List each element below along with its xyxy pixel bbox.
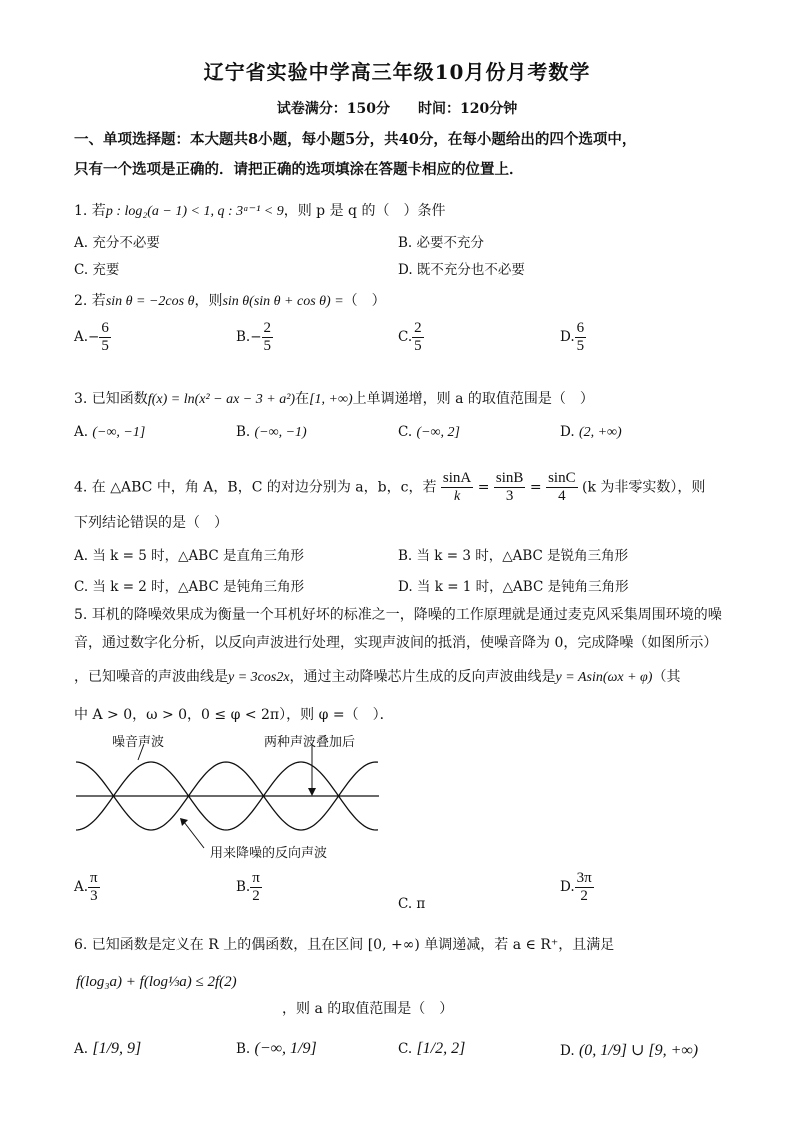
q1-option-c: C. 充要 — [74, 262, 120, 278]
page-title: 辽宁省实验中学高三年级10月份月考数学 — [203, 60, 591, 84]
question-6-line3: ，则 a 的取值范围是（ ） — [282, 1001, 454, 1017]
q5-option-b: B. $\frac{\pi}{2}$ — [236, 870, 260, 904]
q3-option-b: B. (−∞, −1) — [236, 424, 307, 440]
anti-pointer — [184, 822, 204, 848]
question-1: 1. 若p : log₂(a − 1) < 1, q : 3ᵃ⁻¹ < 9，则 p 是 q 的（ ）条件 — [74, 203, 446, 219]
q3-option-a: A. (−∞, −1] — [74, 424, 146, 440]
question-5-line1: 5. 耳机的降噪效果成为衡量一个耳机好坏的标准之一，降噪的工作原理就是通过麦克风采集周围环境的噪 — [74, 607, 722, 623]
q2-option-c: C. $\frac{2}{5}$ — [398, 320, 422, 354]
q5-option-d: D. $\frac{3\pi}{2}$ — [560, 870, 592, 904]
question-5-line2: 音，通过数字化分析，以反向声波进行处理，实现声波间的抵消，使噪音降为 0，完成降噪（如图所示） — [74, 635, 718, 651]
q6-option-c: C. [1/2, 2] — [398, 1040, 466, 1057]
q1-option-b: B. 必要不充分 — [398, 235, 485, 251]
q1-option-a: A. 充分不必要 — [74, 235, 160, 251]
section-heading: 一、单项选择题：本大题共8小题，每小题5分，共40分，在每小题给出的四个选项中， — [74, 131, 637, 148]
q4-prompt-line2: 下列结论错误的是（ ） — [74, 515, 228, 531]
question-5-line3: ，已知噪音的声波曲线是y = 3cos2x，通过主动降噪芯片生成的反向声波曲线是y = Asin(ωx + φ)（其 — [74, 669, 681, 685]
q6-option-d: D. (0, 1/9] ∪ [9, +∞) — [560, 1042, 699, 1059]
q3-option-d: D. (2, +∞) — [560, 424, 622, 440]
question-6-inequality: f(log₃a) + f(log⅓a) ≤ 2f(2) — [76, 974, 237, 990]
question-5-line4: 中 A > 0，ω > 0，0 ≤ φ < 2π），则 φ =（ ）． — [74, 707, 394, 723]
q4-option-b: B. 当 k = 3 时，△ABC 是锐角三角形 — [398, 548, 629, 564]
q3-option-c: C. (−∞, 2] — [398, 424, 460, 440]
sum-arrowhead — [308, 788, 316, 796]
label-noise-wave: 噪音声波 — [112, 735, 165, 750]
question-4: 4. 在 △ABC 中，角 A，B，C 的对边分别为 a，b，c，若 $\frac{\sin A}{k}$ = $\frac{\sin B}{3}$ = $\frac{\sin C}{4}$ (k 为非零实数），则 — [74, 470, 706, 504]
section-instruction: 只有一个选项是正确的．请把正确的选项填涂在答题卡相应的位置上． — [74, 161, 524, 178]
q5-option-c: C. π — [398, 896, 426, 912]
label-anti-wave: 用来降噪的反向声波 — [210, 846, 328, 861]
exam-info: 试卷满分：150分 时间：120分钟 — [276, 101, 518, 117]
anti-arrowhead — [180, 818, 188, 826]
q2-option-d: D. $\frac{6}{5}$ — [560, 320, 585, 354]
q1-condition: p : log₂(a − 1) < 1, q : 3ᵃ⁻¹ < 9 — [105, 204, 284, 219]
q4-option-d: D. 当 k = 1 时，△ABC 是钝角三角形 — [398, 579, 629, 595]
question-3: 3. 已知函数f(x) = ln(x² − ax − 3 + a²)在[1, +∞)上单调递增，则 a 的取值范围是（ ） — [74, 391, 594, 407]
q6-option-a: A. [1/9, 9] — [74, 1040, 142, 1057]
q2-option-b: B.− $\frac{2}{5}$ — [236, 320, 272, 354]
q5-option-a: A. $\frac{\pi}{3}$ — [74, 870, 98, 904]
q1-option-d: D. 既不充分也不必要 — [398, 262, 525, 278]
q4-option-a: A. 当 k = 5 时，△ABC 是直角三角形 — [74, 548, 305, 564]
question-2: 2. 若sin θ = −2cos θ，则sin θ(sin θ + cos θ) =（ ） — [74, 293, 386, 309]
label-sum-wave: 两种声波叠加后 — [264, 735, 356, 750]
q2-option-a: A.− $\frac{6}{5}$ — [74, 320, 109, 354]
q6-option-b: B. (−∞, 1/9] — [236, 1040, 317, 1057]
question-6-line1: 6. 已知函数是定义在 R 上的偶函数，且在区间 [0, +∞) 单调递减，若 a ∈ R⁺，且满足 — [74, 937, 615, 953]
q4-option-c: C. 当 k = 2 时，△ABC 是钝角三角形 — [74, 579, 305, 595]
